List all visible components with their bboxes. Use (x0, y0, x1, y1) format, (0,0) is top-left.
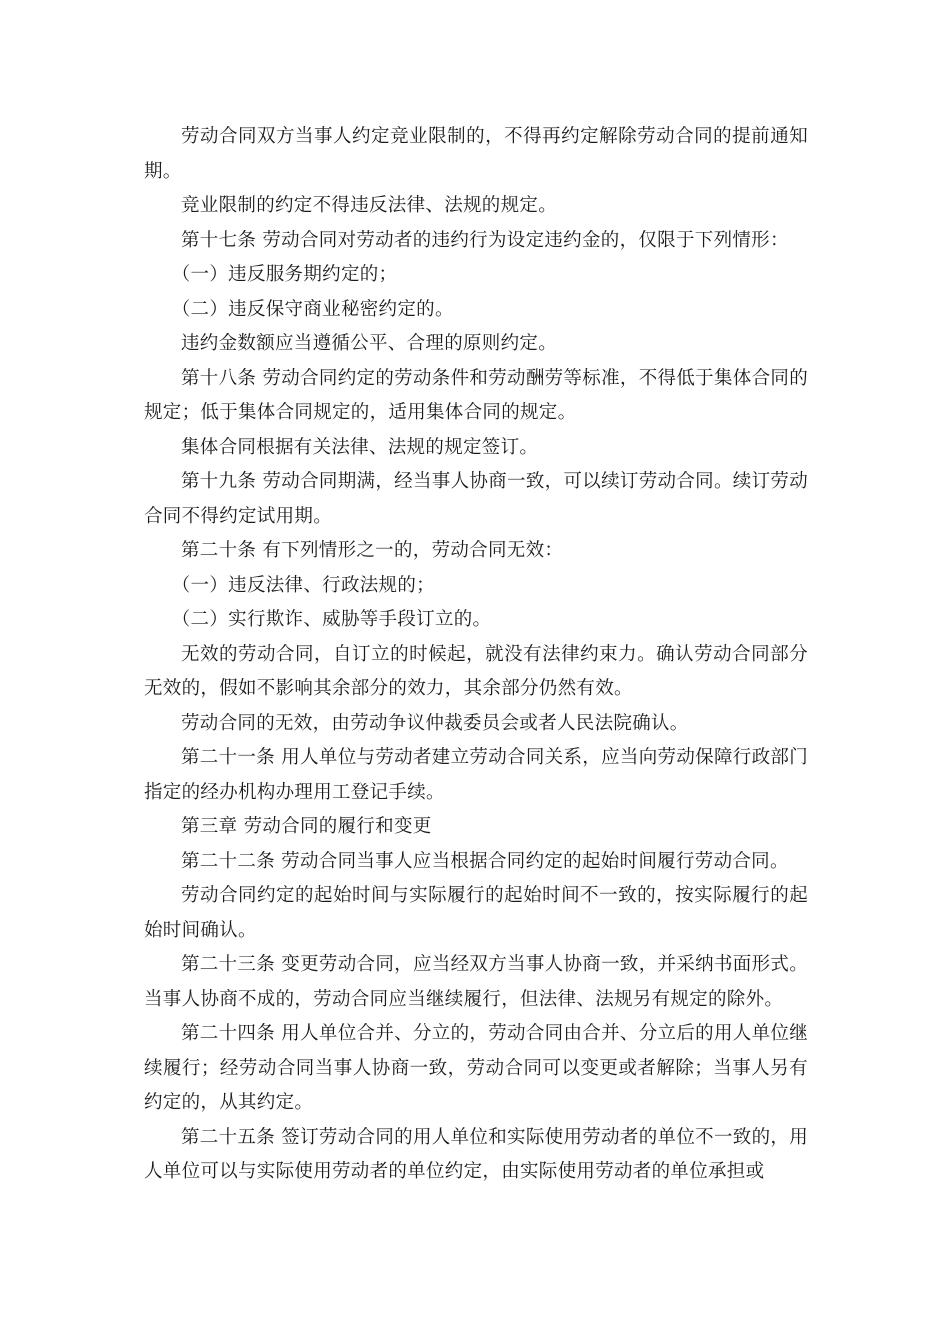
article-paragraph: 第二十一条 用人单位与劳动者建立劳动合同关系，应当向劳动保障行政部门指定的经办机构办理用工登记手续。 (144, 747, 808, 803)
document-body (144, 120, 808, 1190)
article-paragraph: 第二十四条 用人单位合并、分立的，劳动合同由合并、分立后的用人单位继续履行；经劳动合同当事人协商一致，劳动合同可以变更或者解除；当事人另有约定的，从其约定。 (144, 1023, 808, 1113)
article-paragraph: 第十七条 劳动合同对劳动者的违约行为设定违约金的，仅限于下列情形： (181, 229, 789, 251)
paragraph: 违约金数额应当遵循公平、合理的原则约定。 (181, 333, 558, 354)
article-paragraph: 第十九条 劳动合同期满，经当事人协商一致，可以续订劳动合同。续订劳动合同不得约定试用期。 (144, 471, 808, 527)
chapter-heading: 第三章 劳动合同的履行和变更 (181, 816, 432, 837)
list-item: （一）违反服务期约定的； (171, 264, 398, 285)
article-paragraph: 第二十条 有下列情形之一的，劳动合同无效： (181, 540, 564, 561)
article-paragraph: 第二十五条 签订劳动合同的用人单位和实际使用劳动者的单位不一致的，用人单位可以与实际使用劳动者的单位约定，由实际使用劳动者的单位承担或 (144, 1126, 808, 1182)
article-paragraph: 第二十三条 变更劳动合同，应当经双方当事人协商一致，并采纳书面形式。当事人协商不成的，劳动合同应当继续履行，但法律、法规另有规定的除外。 (144, 954, 808, 1010)
list-item: （一）违反法律、行政法规的； (171, 574, 435, 596)
paragraph: 劳动合同的无效，由劳动争议仲裁委员会或者人民法院确认。 (181, 712, 689, 734)
paragraph: 集体合同根据有关法律、法规的规定签订。 (181, 436, 539, 458)
paragraph: 竞业限制的约定不得违反法律、法规的规定。 (181, 195, 558, 216)
list-item: （二）违反保守商业秘密约定的。 (171, 298, 454, 320)
list-item: （二）实行欺诈、威胁等手段订立的。 (171, 609, 492, 630)
paragraph: 无效的劳动合同，自订立的时候起，就没有法律约束力。确认劳动合同部分无效的，假如不影响其余部分的效力，其余部分仍然有效。 (144, 643, 808, 699)
paragraph: 劳动合同约定的起始时间与实际履行的起始时间不一致的，按实际履行的起始时间确认。 (144, 885, 808, 941)
paragraph: 劳动合同双方当事人约定竞业限制的，不得再约定解除劳动合同的提前通知期。 (144, 126, 808, 182)
article-paragraph: 第二十二条 劳动合同当事人应当根据合同约定的起始时间履行劳动合同。 (181, 850, 789, 872)
article-paragraph: 第十八条 劳动合同约定的劳动条件和劳动酬劳等标准，不得低于集体合同的规定；低于集体合同规定的，适用集体合同的规定。 (144, 367, 808, 423)
